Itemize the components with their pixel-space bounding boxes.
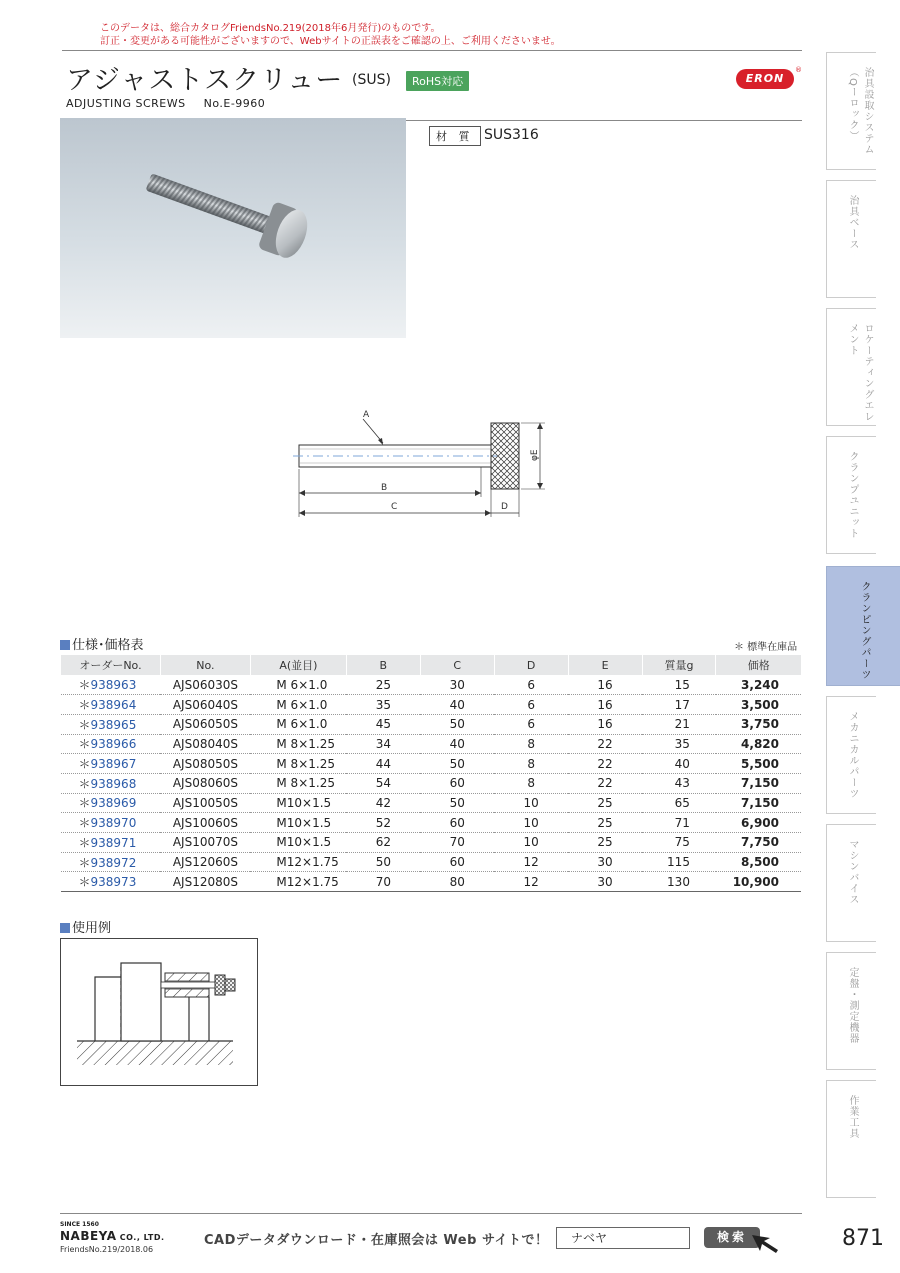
- col-price: 価格: [716, 655, 801, 675]
- title-suffix: (SUS): [352, 72, 391, 88]
- stock-note: ＊ 標準在庫品: [734, 642, 798, 653]
- c-cell: 80: [420, 872, 494, 892]
- part-no-cell: AJS10070S: [160, 833, 250, 853]
- tab-mechanical-parts[interactable]: メカニカルパーツ: [826, 696, 876, 814]
- price-cell: 8,500: [716, 852, 801, 872]
- catalog-number: No.E-9960: [203, 97, 266, 110]
- product-photo: [60, 118, 406, 338]
- mass-cell: 65: [642, 793, 716, 813]
- mass-cell: 115: [642, 852, 716, 872]
- since-label: SINCE 1560: [60, 1221, 99, 1228]
- d-cell: 8: [494, 754, 568, 774]
- tab-jig-setup-system[interactable]: 治具設取システム（Qーロック）: [826, 52, 876, 170]
- order-no-cell[interactable]: [61, 754, 161, 774]
- c-cell: 40: [420, 695, 494, 715]
- stock-star: ＊: [78, 698, 91, 713]
- usage-section-title: [60, 917, 111, 936]
- price-cell: 10,900: [716, 872, 801, 892]
- company-logo: [60, 1229, 165, 1243]
- price-cell: 3,500: [716, 695, 801, 715]
- cursor-arrow-icon: [750, 1233, 780, 1255]
- b-cell: 50: [346, 852, 420, 872]
- c-cell: 60: [420, 852, 494, 872]
- thread-cell: M12×1.75: [250, 872, 346, 892]
- c-cell: 30: [420, 675, 494, 695]
- order-number[interactable]: 938965: [90, 717, 137, 732]
- d-cell: 10: [494, 793, 568, 813]
- section-marker: [60, 640, 70, 650]
- b-cell: 70: [346, 872, 420, 892]
- part-no-cell: AJS06040S: [160, 695, 250, 715]
- mass-cell: 21: [642, 714, 716, 734]
- company-suffix: CO., LTD.: [116, 1233, 165, 1242]
- d-cell: 12: [494, 872, 568, 892]
- company-name: NABEYA: [60, 1229, 117, 1243]
- b-cell: 54: [346, 773, 420, 793]
- price-cell: 3,750: [716, 714, 801, 734]
- tab-locating-element[interactable]: ロケーティングエレメント: [826, 308, 876, 426]
- english-title-row: [66, 97, 265, 110]
- d-cell: 6: [494, 714, 568, 734]
- e-cell: 25: [568, 793, 642, 813]
- order-number[interactable]: 938972: [90, 855, 137, 870]
- tab-machine-vise[interactable]: マシンバイス: [826, 824, 876, 942]
- order-number[interactable]: 938973: [90, 875, 137, 890]
- order-no-cell[interactable]: [61, 813, 161, 833]
- b-cell: 44: [346, 754, 420, 774]
- catalog-notice: [100, 22, 561, 48]
- price-cell: 5,500: [716, 754, 801, 774]
- price-cell: 3,240: [716, 675, 801, 695]
- stock-star: ＊: [78, 835, 91, 850]
- cad-download-text: CADデータダウンロード・在庫照会は Web サイトで！: [204, 1233, 549, 1248]
- stock-star: ＊: [78, 875, 91, 890]
- stock-star: ＊: [78, 776, 91, 791]
- price-cell: 6,900: [716, 813, 801, 833]
- price-cell: 7,150: [716, 773, 801, 793]
- rohs-badge: RoHS対応: [406, 71, 469, 91]
- stock-star: ＊: [78, 796, 91, 811]
- stock-star: ＊: [78, 678, 91, 693]
- stock-star: ＊: [78, 757, 91, 772]
- mass-cell: 43: [642, 773, 716, 793]
- col-e: E: [568, 655, 642, 675]
- thread-cell: M 8×1.25: [250, 773, 346, 793]
- usage-section-label: 使用例: [72, 921, 112, 936]
- tab-clamping-parts[interactable]: クランピングパーツ: [826, 566, 900, 686]
- thread-cell: M12×1.75: [250, 852, 346, 872]
- section-marker: [60, 923, 70, 933]
- label-c: C: [391, 502, 398, 512]
- part-no-cell: AJS08040S: [160, 734, 250, 754]
- label-a: A: [363, 410, 370, 420]
- thread-cell: M 6×1.0: [250, 675, 346, 695]
- usage-example-drawing: [61, 939, 257, 1085]
- e-cell: 22: [568, 734, 642, 754]
- b-cell: 35: [346, 695, 420, 715]
- label-d: D: [501, 502, 508, 512]
- c-cell: 50: [420, 793, 494, 813]
- usage-example-figure: [60, 938, 258, 1086]
- price-cell: 7,750: [716, 833, 801, 853]
- d-cell: 6: [494, 695, 568, 715]
- col-order-no: オーダーNo.: [61, 655, 161, 675]
- thread-cell: M10×1.5: [250, 833, 346, 853]
- order-no-cell[interactable]: [61, 852, 161, 872]
- b-cell: 42: [346, 793, 420, 813]
- table-row: [61, 734, 802, 754]
- title-divider: [406, 120, 802, 121]
- registered-mark: ®: [795, 66, 802, 74]
- col-mass: 質量g: [642, 655, 716, 675]
- table-header-row: [61, 655, 802, 675]
- b-cell: 52: [346, 813, 420, 833]
- label-e: φE: [530, 449, 540, 461]
- mass-cell: 15: [642, 675, 716, 695]
- stock-star: ＊: [78, 737, 91, 752]
- c-cell: 40: [420, 734, 494, 754]
- tab-jig-base[interactable]: 治具ベース: [826, 180, 876, 298]
- spec-section-label: 仕様･価格表: [72, 638, 144, 653]
- d-cell: 8: [494, 734, 568, 754]
- stock-star: ＊: [78, 816, 91, 831]
- tab-clamp-unit[interactable]: クランプユニット: [826, 436, 876, 554]
- catalog-edition: FriendsNo.219/2018.06: [60, 1245, 154, 1254]
- thread-cell: M 6×1.0: [250, 695, 346, 715]
- e-cell: 25: [568, 833, 642, 853]
- table-row: [61, 773, 802, 793]
- d-cell: 8: [494, 773, 568, 793]
- mass-cell: 71: [642, 813, 716, 833]
- top-divider: [62, 50, 802, 51]
- thread-cell: M10×1.5: [250, 813, 346, 833]
- order-number[interactable]: 938964: [90, 698, 137, 713]
- order-number[interactable]: 938970: [90, 816, 137, 831]
- label-b: B: [381, 483, 388, 493]
- mass-cell: 130: [642, 872, 716, 892]
- screw-photo-illustration: [60, 118, 406, 338]
- table-row: [61, 754, 802, 774]
- part-no-cell: AJS06030S: [160, 675, 250, 695]
- page-number: 871: [842, 1226, 884, 1251]
- thread-cell: M 8×1.25: [250, 754, 346, 774]
- e-cell: 30: [568, 852, 642, 872]
- order-no-cell[interactable]: [61, 675, 161, 695]
- part-no-cell: AJS12080S: [160, 872, 250, 892]
- order-no-cell[interactable]: [61, 714, 161, 734]
- thread-cell: M 8×1.25: [250, 734, 346, 754]
- table-row: [61, 793, 802, 813]
- part-no-cell: AJS10060S: [160, 813, 250, 833]
- table-row: [61, 695, 802, 715]
- mass-cell: 40: [642, 754, 716, 774]
- e-cell: 22: [568, 754, 642, 774]
- c-cell: 60: [420, 813, 494, 833]
- col-d: D: [494, 655, 568, 675]
- b-cell: 25: [346, 675, 420, 695]
- b-cell: 45: [346, 714, 420, 734]
- table-row: [61, 833, 802, 853]
- page-title: アジャストスクリュー: [66, 65, 344, 96]
- spec-section-title: [60, 634, 144, 653]
- order-no-cell[interactable]: [61, 872, 161, 892]
- material-value: SUS316: [484, 127, 539, 143]
- part-no-cell: AJS12060S: [160, 852, 250, 872]
- order-number[interactable]: 938967: [90, 757, 137, 772]
- order-number[interactable]: 938971: [90, 835, 137, 850]
- c-cell: 50: [420, 714, 494, 734]
- e-cell: 16: [568, 695, 642, 715]
- price-cell: 4,820: [716, 734, 801, 754]
- col-a: A(並目): [250, 655, 346, 675]
- table-row: [61, 813, 802, 833]
- table-row: [61, 714, 802, 734]
- b-cell: 62: [346, 833, 420, 853]
- e-cell: 16: [568, 675, 642, 695]
- dimension-drawing: [285, 405, 555, 520]
- e-cell: 16: [568, 714, 642, 734]
- tab-surface-plate[interactable]: 定盤・測定機器: [826, 952, 876, 1070]
- order-no-cell[interactable]: [61, 793, 161, 813]
- footer-divider: [60, 1213, 802, 1214]
- e-cell: 22: [568, 773, 642, 793]
- order-no-cell[interactable]: [61, 833, 161, 853]
- order-number[interactable]: 938963: [90, 678, 137, 693]
- order-number[interactable]: 938966: [90, 737, 137, 752]
- stock-star: ＊: [78, 855, 91, 870]
- col-no: No.: [160, 655, 250, 675]
- col-c: C: [420, 655, 494, 675]
- c-cell: 50: [420, 754, 494, 774]
- stock-star: ＊: [78, 717, 91, 732]
- english-title: ADJUSTING SCREWS: [66, 97, 186, 110]
- notice-line-1: このデータは、総合カタログFriendsNo.219(2018年6月発行)のものです。: [100, 23, 441, 34]
- knurled-head: [491, 423, 519, 489]
- search-input[interactable]: ナベヤ: [556, 1227, 690, 1249]
- d-cell: 6: [494, 675, 568, 695]
- e-cell: 25: [568, 813, 642, 833]
- table-row: [61, 872, 802, 892]
- b-cell: 34: [346, 734, 420, 754]
- tab-work-tools[interactable]: 作業工具: [826, 1080, 876, 1198]
- d-cell: 12: [494, 852, 568, 872]
- thread-cell: M10×1.5: [250, 793, 346, 813]
- part-no-cell: AJS06050S: [160, 714, 250, 734]
- order-no-cell[interactable]: [61, 773, 161, 793]
- eron-logo: ERON: [736, 69, 794, 89]
- order-no-cell[interactable]: [61, 695, 161, 715]
- part-no-cell: AJS08060S: [160, 773, 250, 793]
- c-cell: 60: [420, 773, 494, 793]
- spec-table: [60, 655, 801, 892]
- part-no-cell: AJS08050S: [160, 754, 250, 774]
- d-cell: 10: [494, 813, 568, 833]
- table-row: [61, 852, 802, 872]
- mass-cell: 17: [642, 695, 716, 715]
- d-cell: 10: [494, 833, 568, 853]
- material-label: 材 質: [429, 126, 481, 146]
- order-number[interactable]: 938968: [90, 776, 137, 791]
- mass-cell: 35: [642, 734, 716, 754]
- col-b: B: [346, 655, 420, 675]
- e-cell: 30: [568, 872, 642, 892]
- price-cell: 7,150: [716, 793, 801, 813]
- table-row: [61, 675, 802, 695]
- notice-line-2: 訂正・変更がある可能性がございますので、Webサイトの正誤表をご確認の上、ご利用くださいませ。: [100, 36, 561, 47]
- part-no-cell: AJS10050S: [160, 793, 250, 813]
- order-no-cell[interactable]: [61, 734, 161, 754]
- thread-cell: M 6×1.0: [250, 714, 346, 734]
- order-number[interactable]: 938969: [90, 796, 137, 811]
- search-button[interactable]: 検索: [704, 1227, 760, 1248]
- c-cell: 70: [420, 833, 494, 853]
- mass-cell: 75: [642, 833, 716, 853]
